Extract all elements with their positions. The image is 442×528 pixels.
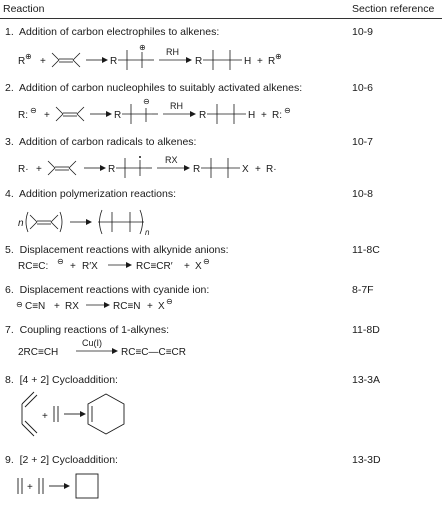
carbocation-structure [118,50,154,70]
reaction-8-scheme [14,386,214,448]
product-r2: R [199,110,207,121]
halide: X [158,301,165,312]
reaction-3-ref: 10-7 [352,136,374,148]
reaction-title: Addition of carbon nucleophiles to suitably activated alkenes: [19,82,303,94]
reaction-6-ref: 8-7F [352,284,374,296]
alkyl-halide: R′X [82,261,98,272]
cyanide-charge: ⊖ [16,300,23,309]
reaction-4-scheme [14,202,214,240]
reaction-number: 3. [5,136,14,148]
reaction-4-ref: 10-8 [352,188,374,200]
reaction-1-title [5,26,219,38]
reaction-number: 1. [5,26,14,38]
alkene-structure [52,53,102,67]
halide-charge: ⊖ [203,257,210,266]
arrow-label: RX [165,155,178,165]
reaction-title: Addition polymerization reactions: [19,188,177,200]
x-group: X [242,164,249,175]
reaction-7-ref: 11-8D [352,324,380,336]
reaction-number: 2. [5,82,14,94]
alkene-structure [48,161,100,175]
reaction-4-title [5,188,176,200]
product-structure [203,50,242,70]
plus-2: + [255,164,261,175]
carbanion-structure [122,104,158,124]
reaction-7-scheme [14,336,314,362]
plus: + [27,482,33,493]
charge: ⊕ [25,52,32,61]
cyclobutane-structure [76,474,98,498]
reaction-2-title [5,82,302,94]
reaction-number: 5. [5,244,14,256]
reagent-r: R· [18,164,29,175]
product-r: R [114,110,122,121]
r-out: R· [266,164,277,175]
product-r: R [108,164,116,175]
product-structure [201,158,240,178]
reaction-1-scheme [14,40,334,76]
reaction-number: 9. [5,454,14,466]
reagent-r: R: [18,110,28,121]
charge: ⊖ [30,106,37,115]
cyanide: C≡N [25,301,46,312]
reaction-7-title [5,324,169,336]
arrow-label: RH [170,101,183,111]
product-alkyne: RC≡CR′ [136,261,173,272]
reaction-title: Displacement reactions with alkynide anions: [19,244,229,256]
alkene-structure [56,107,106,121]
reaction-title: Coupling reactions of 1-alkynes: [19,324,170,336]
charge-out: ⊕ [275,52,282,61]
diene-structure [22,392,37,436]
reaction-1-ref: 10-9 [352,26,374,38]
cation-charge: ⊕ [139,43,146,52]
plus: + [42,411,48,422]
r-out: R: [272,110,282,121]
plus: + [44,110,50,121]
reaction-title: Displacement reactions with cyanide ion: [19,284,210,296]
n-coefficient: n [18,218,24,229]
reaction-3-title [5,136,196,148]
product-r: R [110,56,118,67]
table-header [0,0,442,19]
hydrogen: H [248,110,256,121]
reaction-8-title [5,374,118,386]
reaction-title: [2 + 2] Cycloaddition: [19,454,118,466]
catalyst-label: Cu(I) [82,338,102,348]
product-r2: R [193,164,201,175]
halide: X [195,261,202,272]
arrow-label: RH [166,47,179,57]
reaction-number: 4. [5,188,14,200]
reaction-2-ref: 10-6 [352,82,374,94]
reaction-9-title [5,454,118,466]
alkene-1-structure [18,478,22,494]
nitrile: RC≡N [113,301,141,312]
charge-out: ⊖ [284,106,291,115]
alkene-2-structure [39,478,64,494]
plus: + [70,261,76,272]
reaction-9-scheme [14,468,214,508]
reaction-number: 7. [5,324,14,336]
reaction-6-scheme [14,294,314,316]
reaction-title: Addition of carbon electrophiles to alkenes: [19,26,220,38]
alkynide-charge: ⊖ [57,257,64,266]
reaction-title: [4 + 2] Cycloaddition: [19,374,118,386]
reaction-9-ref: 13-3D [352,454,381,466]
plus-2: + [257,56,263,67]
plus-2: + [184,261,190,272]
halide-charge: ⊖ [166,297,173,306]
plus: + [36,164,42,175]
monomer-structure [26,212,86,232]
reaction-3-scheme [14,148,334,184]
dienophile-structure [54,406,80,422]
cyclohexene-structure [88,394,124,434]
header-section-reference: Section reference [352,3,435,15]
plus: + [40,56,46,67]
reaction-8-ref: 13-3A [352,374,381,386]
r-out: R [268,56,276,67]
hydrogen: H [244,56,252,67]
terminal-alkyne: 2RC≡CH [18,347,59,358]
product-r2: R [195,56,203,67]
alkyl-halide: RX [65,301,79,312]
product-structure [207,104,246,124]
plus: + [54,301,60,312]
reaction-title: Addition of carbon radicals to alkenes: [19,136,197,148]
reaction-number: 8. [5,374,14,386]
reaction-number: 6. [5,284,14,296]
reagent-r: R [18,56,26,67]
reaction-2-scheme [14,94,334,130]
anion-charge: ⊖ [143,97,150,106]
header-reaction: Reaction [3,3,45,15]
plus-2: + [261,110,267,121]
reaction-5-ref: 11-8C [352,244,380,256]
plus-2: + [147,301,153,312]
n-subscript: n [145,228,150,237]
reaction-5-scheme [14,254,314,276]
radical-structure [116,158,152,178]
diyne-product: RC≡C—C≡CR [121,347,186,358]
polymer-structure [98,210,144,234]
alkynide: RC≡C: [18,261,49,272]
